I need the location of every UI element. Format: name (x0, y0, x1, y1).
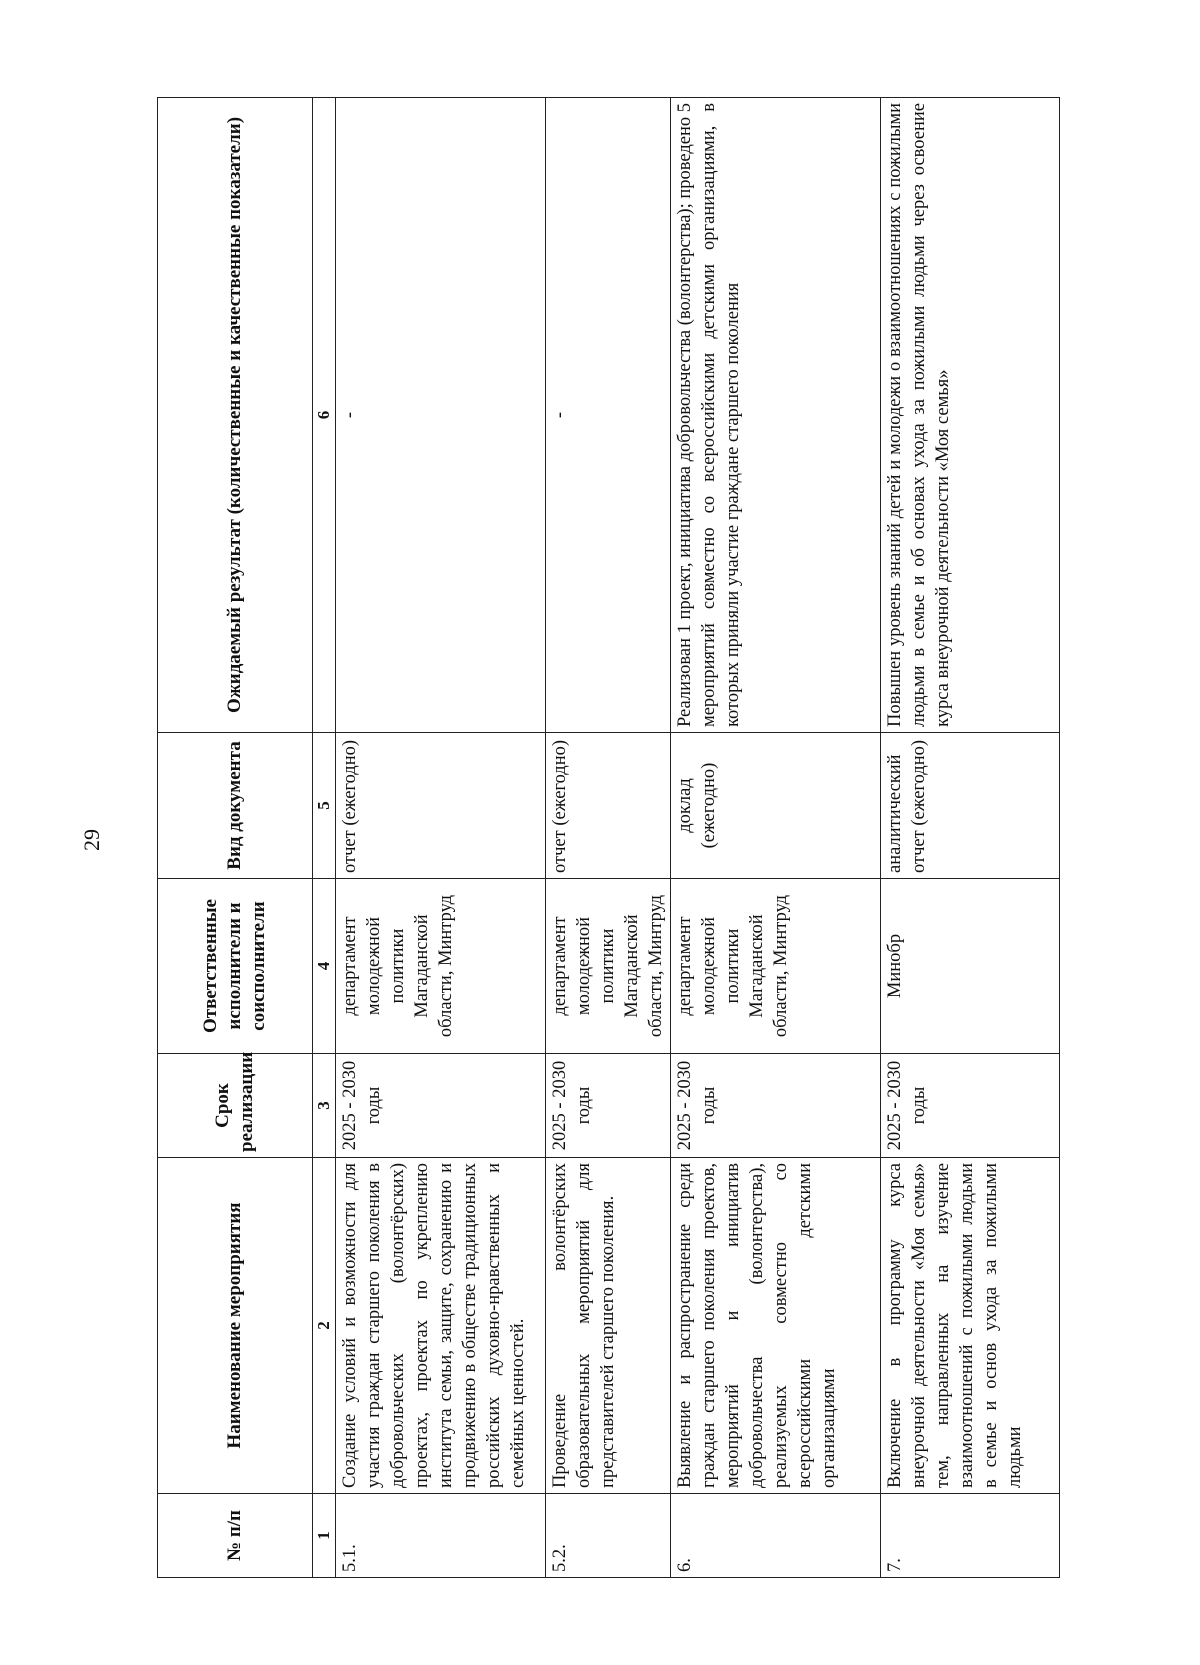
column-number: 1 (313, 1494, 336, 1578)
table-container (157, 98, 1041, 1578)
event-name: Выявление и распространение среди граждан старшего поколения проектов, мероприятий и инициатив добровольчества (волонтерства), реализуемых совместно со всероссийскими детскими организациями (671, 1158, 881, 1494)
document-type: отчет (ежегодно) (336, 733, 546, 879)
column-number-row (313, 98, 336, 1578)
header-number: № п/п (158, 1494, 313, 1578)
header-event-name: Наименование мероприятия (158, 1158, 313, 1494)
row-number: 5.2. (546, 1494, 671, 1578)
term: 2025 - 2030 годы (671, 1054, 881, 1158)
column-number: 3 (313, 1054, 336, 1158)
action-plan-table (157, 97, 1060, 1578)
executors: Минобр (881, 879, 1060, 1054)
executors: департамент молодежной политики Магаданской области, Минтруд (671, 879, 881, 1054)
event-name: Создание условий и возможности для участия граждан старшего поколения в добровольческих (волонтёрских) проектах, проектах по укреплению института семьи, защите, сохранению и продвижению в обществе традиционных российских духовно-нравственных и семейных ценностей. (336, 1158, 546, 1494)
rotated-table-frame (157, 98, 1041, 1578)
header-term: Срок реализации (158, 1054, 313, 1158)
table-row (336, 98, 546, 1578)
expected-result: - (546, 98, 671, 733)
column-number: 5 (313, 733, 336, 879)
row-number: 7. (881, 1494, 1060, 1578)
expected-result: Повышен уровень знаний детей и молодежи о взаимоотношениях с пожилыми людьми в семье и об основах ухода за пожилыми людьми через освоение курса внеурочной деятельности «Моя семья» (881, 98, 1060, 733)
document-type: отчет (ежегодно) (546, 733, 671, 879)
expected-result: Реализован 1 проект, инициатива добровольчества (волонтерства); проведено 5 мероприятий совместно со всероссийскими детскими организациями, в которых приняли участие граждане старшего поколения (671, 98, 881, 733)
column-number: 2 (313, 1158, 336, 1494)
expected-result: - (336, 98, 546, 733)
row-number: 5.1. (336, 1494, 546, 1578)
executors: департамент молодежной политики Магаданской области, Минтруд (546, 879, 671, 1054)
event-name: Проведение волонтёрских образовательных мероприятий для представителей старшего поколения. (546, 1158, 671, 1494)
header-executors: Ответственные исполнители и соисполнители (158, 879, 313, 1054)
column-number: 4 (313, 879, 336, 1054)
document-type: доклад (ежегодно) (671, 733, 881, 879)
term: 2025 - 2030 годы (546, 1054, 671, 1158)
term: 2025 - 2030 годы (336, 1054, 546, 1158)
table-row (671, 98, 881, 1578)
document-type: аналитический отчет (ежегодно) (881, 733, 1060, 879)
page-number: 29 (79, 829, 104, 851)
table-header-row (158, 98, 313, 1578)
header-document-type: Вид документа (158, 733, 313, 879)
column-number: 6 (313, 98, 336, 733)
row-number: 6. (671, 1494, 881, 1578)
event-name: Включение в программу курса внеурочной деятельности «Моя семья» тем, направленных на изучение взаимоотношений с пожилыми людьми в семье и основ ухода за пожилыми людьми (881, 1158, 1060, 1494)
term: 2025 - 2030 годы (881, 1054, 1060, 1158)
executors: департамент молодежной политики Магаданской области, Минтруд (336, 879, 546, 1054)
header-expected-result: Ожидаемый результат (количественные и качественные показатели) (158, 98, 313, 733)
table-row (881, 98, 1060, 1578)
table-row (546, 98, 671, 1578)
